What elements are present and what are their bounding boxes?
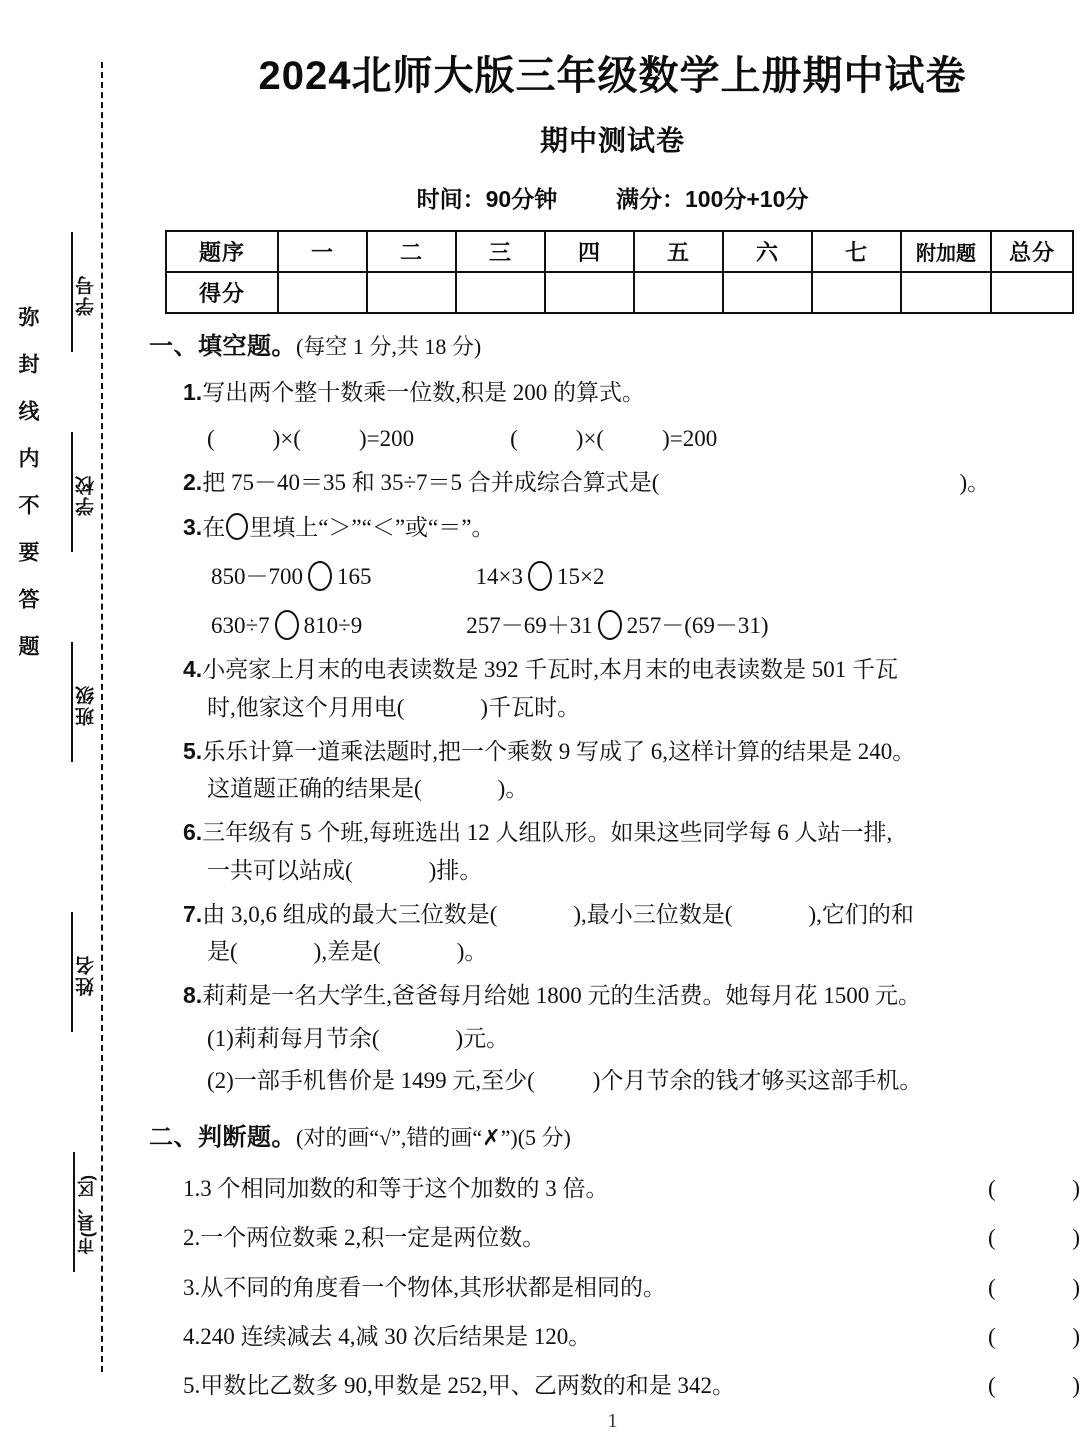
comparison-circle-icon[interactable]: [275, 610, 299, 640]
question-number: 1.: [183, 378, 203, 405]
question-text: (1)莉莉每月节余(: [207, 1025, 380, 1051]
score-table-col-extra: 附加题: [901, 231, 991, 272]
question-text: 时,他家这个月用电(: [207, 694, 405, 720]
tf-answer-bracket[interactable]: [988, 1269, 1080, 1306]
tf-item-5: [183, 1367, 1080, 1404]
comparison-circle-icon[interactable]: [226, 513, 248, 540]
section-heading-label: 二、判断题。: [149, 1124, 296, 1152]
question-number: 2.: [183, 469, 203, 496]
page-title: 2024北师大版三年级数学上册期中试卷: [258, 54, 967, 98]
section-heading-label: 一、填空题。: [149, 333, 296, 360]
score-table-col-1: 一: [278, 231, 367, 272]
question-text: 从不同的角度看一个物体,其形状都是相同的。: [200, 1274, 666, 1300]
question-text: 乐乐计算一道乘法题时,把一个乘数 9 写成了 6,这样计算的结果是 240。: [202, 738, 916, 764]
eq-right-open: (: [510, 426, 518, 452]
question-text: 这道题正确的结果是(: [207, 776, 422, 802]
seal-field-label: 姓名: [76, 954, 97, 996]
score-table-col-4: 四: [545, 231, 634, 272]
section-heading-fill-in-blank: [149, 328, 1080, 367]
table-row-score: [166, 272, 1073, 313]
score-cell-extra[interactable]: [901, 272, 991, 313]
question-text: ),差是(: [313, 939, 381, 965]
score-table-col-3: 三: [456, 231, 545, 272]
question-number: 5.: [183, 737, 203, 764]
comparison-circle-icon[interactable]: [598, 610, 622, 640]
question-1: [183, 374, 1080, 411]
question-number: 4.: [183, 1323, 201, 1349]
question-number: 4.: [183, 656, 203, 683]
question-text: 由 3,0,6 组成的最大三位数是(: [202, 901, 498, 927]
question-text-tail: )。: [456, 939, 488, 965]
paren-open: (: [988, 1176, 996, 1201]
seal-field-shixianqu: [0, 1110, 100, 1320]
question-text: 是(: [207, 939, 238, 965]
exam-paper: [145, 0, 1080, 1451]
questions-body: [145, 328, 1080, 1404]
question-text: 莉莉是一名大学生,爸爸每月给她 1800 元的生活费。她每月花 1500 元。: [202, 983, 921, 1009]
score-cell-4[interactable]: [545, 272, 634, 313]
question-number: 2.: [183, 1225, 201, 1251]
tf-answer-bracket[interactable]: [988, 1367, 1080, 1404]
question-2: [183, 464, 1080, 501]
seal-field-xingming: [0, 880, 100, 1070]
question-5-line-2: [207, 770, 1080, 807]
paren-open: (: [988, 1323, 996, 1349]
question-text-tail: )。: [497, 776, 529, 802]
score-table-score-label: 得分: [166, 272, 278, 313]
section-heading-true-false: [149, 1119, 1080, 1158]
section-heading-note: (每空 1 分,共 18 分): [296, 334, 482, 359]
seal-field-label: 学号: [76, 274, 97, 316]
question-text: 一个两位数乘 2,积一定是两位数。: [200, 1225, 546, 1251]
comparison-circle-icon[interactable]: [528, 561, 552, 591]
question-number: 6.: [183, 819, 203, 846]
seal-field-label: 班级: [76, 684, 97, 726]
eq-right-mid: )×(: [575, 426, 605, 452]
question-5: [183, 733, 1080, 770]
page-number: 1: [607, 1410, 618, 1432]
paren-close: ): [1072, 1373, 1080, 1398]
question-8-sub-1: [207, 1020, 1080, 1057]
question-4-line-2: [207, 689, 1080, 726]
score-cell-6[interactable]: [723, 272, 812, 313]
question-number: 3.: [183, 1274, 201, 1300]
question-4: [183, 651, 1080, 688]
score-cell-5[interactable]: [634, 272, 723, 313]
comparison-circle-icon[interactable]: [308, 561, 332, 591]
question-3: [183, 509, 1080, 546]
score-table: [165, 230, 1074, 314]
score-cell-2[interactable]: [367, 272, 456, 313]
question-text: 一共可以站成(: [207, 857, 353, 883]
question-text: (2)一部手机售价是 1499 元,至少(: [207, 1067, 535, 1093]
compare-left: 14×3: [475, 563, 523, 589]
question-text-tail: )排。: [428, 857, 483, 883]
tf-answer-bracket[interactable]: [988, 1170, 1080, 1207]
question-1-equations: [207, 420, 1080, 457]
page-subtitle: 期中测试卷: [539, 125, 685, 156]
question-text-tail: 里填上“＞”“＜”或“＝”。: [249, 514, 495, 540]
question-text-tail: )。: [959, 470, 991, 496]
paren-close: ): [1072, 1323, 1080, 1349]
tf-item-3: [183, 1269, 1080, 1306]
compare-right: 165: [337, 563, 372, 589]
question-text: 在: [202, 514, 226, 540]
question-number: 7.: [183, 900, 203, 927]
question-text: 3 个相同加数的和等于这个加数的 3 倍。: [200, 1176, 609, 1201]
question-text: 240 连续减去 4,减 30 次后结果是 120。: [200, 1323, 592, 1349]
paren-open: (: [988, 1373, 996, 1398]
question-text: 小亮家上月末的电表读数是 392 千瓦时,本月末的电表读数是 501 千瓦: [202, 657, 898, 683]
question-number: 3.: [183, 513, 203, 540]
question-text-tail: )个月节余的钱才够买这部手机。: [592, 1067, 923, 1093]
paren-open: (: [988, 1225, 996, 1251]
question-text: ),它们的和: [808, 901, 914, 927]
score-table-col-2: 二: [367, 231, 456, 272]
paren-open: (: [988, 1274, 996, 1300]
eq-left-open: (: [207, 426, 215, 452]
question-7-line-2: [207, 933, 1080, 970]
score-cell-3[interactable]: [456, 272, 545, 313]
question-text: ),最小三位数是(: [573, 901, 733, 927]
seal-line-text: 弥封线内不要答题: [12, 300, 42, 688]
question-text-tail: )千瓦时。: [480, 694, 581, 720]
exam-total-label: 满分：100分+10分: [615, 186, 809, 212]
score-table-col-7: 七: [812, 231, 901, 272]
question-text: 写出两个整十数乘一位数,积是 200 的算式。: [202, 379, 645, 405]
score-cell-7[interactable]: [812, 272, 901, 313]
eq-left-close: )=200: [358, 426, 415, 452]
question-text-tail: )元。: [455, 1025, 510, 1051]
seal-field-label: 市(县、区): [78, 1175, 97, 1255]
question-number: 8.: [183, 982, 203, 1009]
paren-close: ): [1072, 1274, 1080, 1300]
score-table-col-5: 五: [634, 231, 723, 272]
tf-item-4: [183, 1318, 1080, 1355]
question-text: 三年级有 5 个班,每班选出 12 人组队形。如果这些同学每 6 人站一排,: [202, 820, 893, 846]
question-number: 1.: [183, 1176, 201, 1201]
compare-right: 15×2: [556, 563, 605, 589]
question-6: [183, 814, 1080, 851]
compare-left: 257－69＋31: [466, 613, 593, 639]
tf-answer-bracket[interactable]: [988, 1318, 1080, 1355]
question-8: [183, 977, 1080, 1014]
paren-close: ): [1072, 1176, 1080, 1201]
compare-right: 257－(69－31): [626, 613, 769, 639]
compare-right: 810÷9: [303, 613, 363, 639]
question-3-compare-row-1: [211, 558, 1080, 595]
section-heading-note: (对的画“√”,错的画“✗”)(5 分): [296, 1125, 571, 1151]
score-table-col-total: 总分: [991, 231, 1073, 272]
score-cell-1[interactable]: [278, 272, 367, 313]
score-table-col-6: 六: [723, 231, 812, 272]
eq-right-close: )=200: [662, 426, 718, 452]
question-8-sub-2: [207, 1062, 1080, 1099]
question-6-line-2: [207, 852, 1080, 889]
sealed-margin: [0, 0, 145, 1451]
tf-item-2: [183, 1219, 1080, 1256]
question-3-compare-row-2: [211, 607, 1080, 644]
compare-left: 630÷7: [211, 613, 270, 639]
question-text: 甲数比乙数多 90,甲数是 252,甲、乙两数的和是 342。: [200, 1373, 735, 1398]
tf-item-1: [183, 1170, 1080, 1207]
eq-left-mid: )×(: [272, 426, 301, 452]
compare-left: 850－700: [211, 563, 303, 589]
seal-dashed-line: [101, 62, 145, 1372]
paren-close: ): [1072, 1225, 1080, 1251]
table-row-header: [166, 231, 1073, 272]
tf-answer-bracket[interactable]: [988, 1219, 1080, 1256]
question-text: 把 75－40＝35 和 35÷7＝5 合并成综合算式是(: [202, 470, 660, 496]
exam-time-label: 时间：90分钟: [416, 186, 558, 212]
seal-field-label: 学校: [76, 474, 97, 516]
score-cell-total[interactable]: [991, 272, 1073, 313]
question-number: 5.: [183, 1373, 201, 1398]
exam-meta: [145, 159, 1080, 214]
score-table-row-label: 题序: [166, 231, 278, 272]
question-7: [183, 896, 1080, 933]
